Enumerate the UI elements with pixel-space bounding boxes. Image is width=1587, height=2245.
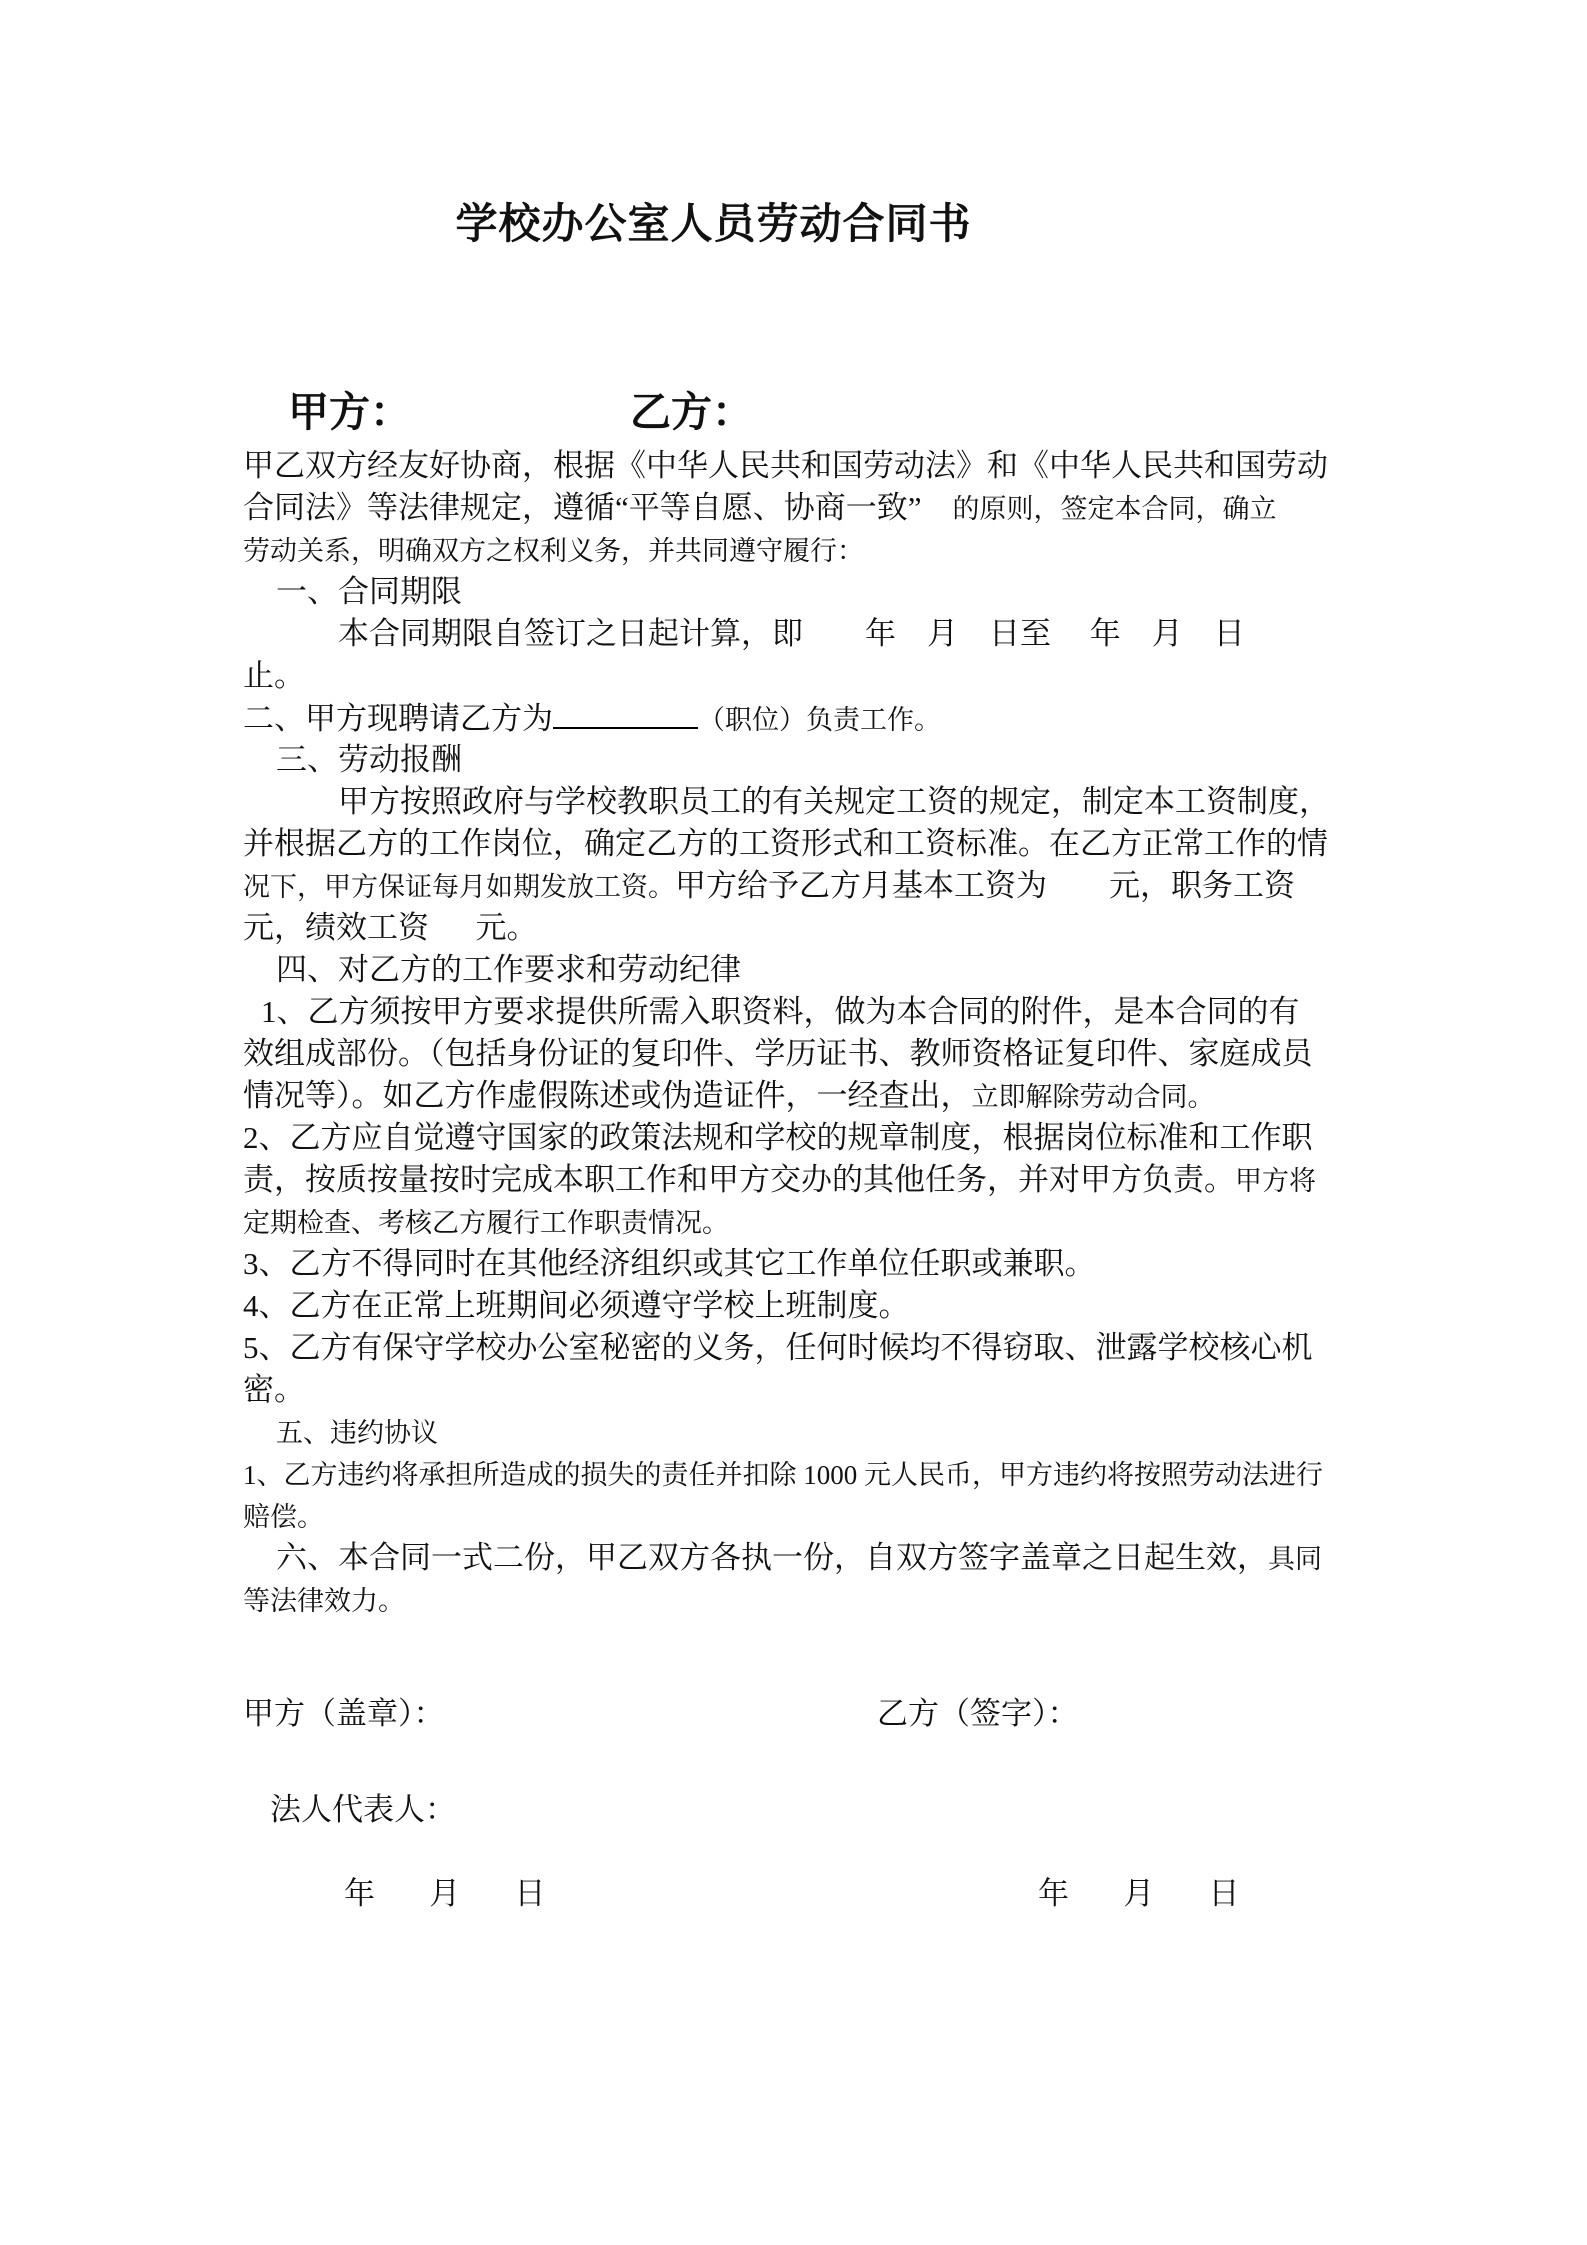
contract-line	[243, 1075, 1358, 1117]
contract-line	[243, 1495, 1358, 1537]
contract-line	[243, 697, 1358, 739]
text-run: 1、乙方须按甲方要求提供所需入职资料，做为本合同的附件，是本合同的有	[261, 994, 1300, 1029]
contract-line	[243, 487, 1358, 529]
text-run: 劳动关系，明确双方之权利义务，并共同遵守履行：	[243, 536, 864, 566]
contract-line	[243, 991, 1358, 1033]
contract-line	[243, 907, 1358, 949]
text-run: 四、对乙方的工作要求和劳动纪律	[276, 952, 741, 987]
text-run: 1、乙方违约将承担所造成的损失的责任并扣除 1000 元人民币，甲方违约将按照劳动法进行	[243, 1460, 1323, 1490]
text-run: 立即解除劳动合同。	[971, 1082, 1215, 1112]
text-run: 本合同期限自签订之日起计算，即 年 月 日至 年 月 日	[338, 616, 1245, 651]
date-line-right: 年 月 日	[1038, 1876, 1240, 1911]
fill-in-blank-line	[553, 697, 698, 729]
contract-line	[243, 1243, 1358, 1285]
date-line-left: 年 月 日	[344, 1876, 546, 1911]
contract-line	[243, 1579, 1358, 1621]
contract-line	[243, 1411, 1358, 1453]
text-run: 二、甲方现聘请乙方为	[243, 701, 553, 736]
text-run: 合同法》等法律规定，遵循“平等自愿、协商一致”	[243, 490, 953, 525]
text-run: 的原则，签定本合同，确立	[952, 494, 1277, 524]
text-run: 3、乙方不得同时在其他经济组织或其它工作单位任职或兼职。	[243, 1246, 1096, 1281]
text-run: 并根据乙方的工作岗位，确定乙方的工资形式和工资标准。在乙方正常工作的情	[243, 826, 1328, 861]
text-run: 情况等）。如乙方作虚假陈述或伪造证件，一经查出，	[243, 1078, 972, 1113]
contract-line	[243, 655, 1358, 697]
text-run: 赔偿。	[243, 1502, 324, 1532]
text-run: 止。	[243, 658, 305, 693]
text-run: 4、乙方在正常上班期间必须遵守学校上班制度。	[243, 1288, 910, 1323]
contract-line	[243, 445, 1358, 487]
contract-line	[243, 613, 1358, 655]
contract-line	[243, 1537, 1358, 1579]
text-run: 甲方将	[1235, 1166, 1316, 1196]
text-run: 甲乙双方经友好协商，根据《中华人民共和国劳动法》和《中华人民共和国劳动	[243, 448, 1328, 483]
contract-line	[243, 1369, 1358, 1411]
document-title: 学校办公室人员劳动合同书	[455, 200, 972, 247]
party-b-label: 乙方：	[630, 389, 753, 435]
contract-line	[243, 1201, 1358, 1243]
text-run: 五、违约协议	[276, 1418, 438, 1448]
contract-line	[243, 1033, 1358, 1075]
party-a-label: 甲方：	[288, 389, 411, 435]
text-run: 密。	[243, 1372, 305, 1407]
text-run: 定期检查、考核乙方履行工作职责情况。	[243, 1208, 729, 1238]
text-run: 甲方给予乙方月基本工资为 元，职务工资	[675, 868, 1295, 903]
contract-line	[243, 1117, 1358, 1159]
contract-line	[243, 529, 1358, 571]
text-run: 具同	[1268, 1544, 1322, 1574]
party-b-signature-label: 乙方（签字）：	[877, 1696, 1079, 1731]
text-run: 责，按质按量按时完成本职工作和甲方交办的其他任务，并对甲方负责。	[243, 1162, 1235, 1197]
text-run: 2、乙方应自觉遵守国家的政策法规和学校的规章制度，根据岗位标准和工作职	[243, 1120, 1313, 1155]
text-run: 等法律效力。	[243, 1586, 405, 1616]
contract-line	[243, 865, 1358, 907]
party-a-seal-label: 甲方（盖章）：	[243, 1696, 445, 1731]
text-run: 效组成部份。（包括身份证的复印件、学历证书、教师资格证复印件、家庭成员	[243, 1036, 1313, 1071]
contract-line	[243, 823, 1358, 865]
text-run: 元，绩效工资 元。	[243, 910, 538, 945]
contract-line	[243, 1327, 1358, 1369]
text-run: 六、本合同一式二份，甲乙双方各执一份，自双方签字盖章之日起生效，	[276, 1540, 1268, 1575]
contract-line	[243, 1159, 1358, 1201]
contract-line	[243, 1285, 1358, 1327]
contract-line	[243, 571, 1358, 613]
contract-line	[243, 781, 1358, 823]
text-run: （职位）负责工作。	[698, 705, 941, 735]
text-run: 况下，甲方保证每月如期发放工资。	[243, 872, 675, 902]
contract-line	[243, 1453, 1358, 1495]
contract-line	[243, 739, 1358, 781]
text-run: 5、乙方有保守学校办公室秘密的义务，任何时候均不得窃取、泄露学校核心机	[243, 1330, 1313, 1365]
text-run: 三、劳动报酬	[276, 742, 462, 777]
contract-line	[243, 949, 1358, 991]
text-run: 甲方按照政府与学校教职员工的有关规定工资的规定，制定本工资制度，	[338, 784, 1330, 819]
text-run: 一、合同期限	[276, 574, 462, 609]
legal-representative-label: 法人代表人：	[270, 1792, 456, 1827]
contract-body	[243, 445, 1358, 1621]
